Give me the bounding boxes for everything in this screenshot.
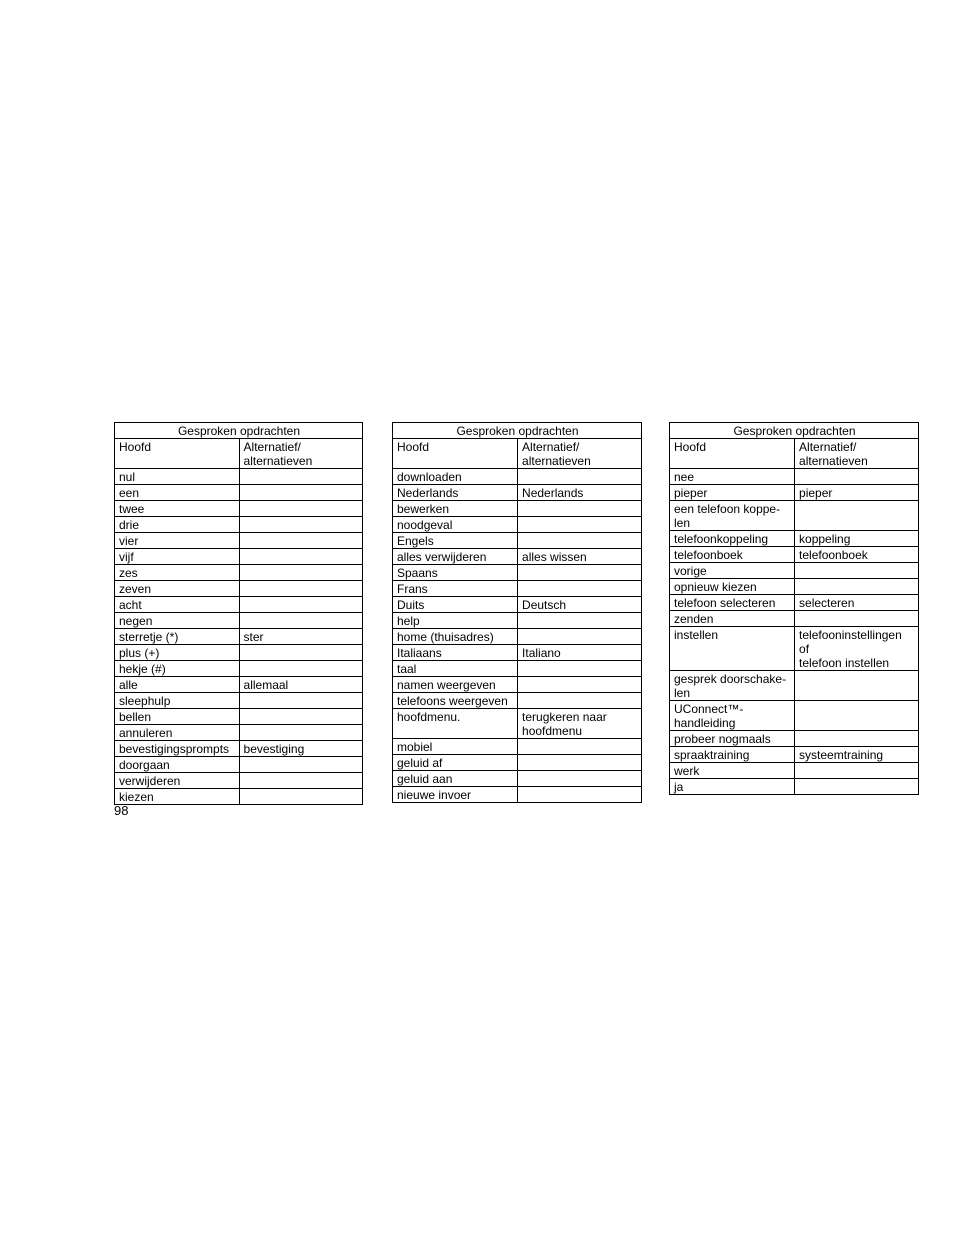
table-row: [670, 701, 919, 731]
command-main: verwijderen: [115, 773, 240, 789]
table-row: [115, 693, 363, 709]
command-alternative: [239, 597, 362, 613]
table-row: [115, 613, 363, 629]
command-alternative: [239, 661, 362, 677]
command-main: twee: [115, 501, 240, 517]
command-main: zeven: [115, 581, 240, 597]
table-row: [393, 517, 642, 533]
command-main: Engels: [393, 533, 518, 549]
command-alternative: [518, 469, 642, 485]
command-main: opnieuw kiezen: [670, 579, 795, 595]
table-row: [115, 725, 363, 741]
command-alternative: telefoonboek: [795, 547, 919, 563]
header-alt-line-2: alternatieven: [243, 454, 313, 468]
command-alternative: [795, 671, 919, 701]
voice-commands-table-3: [669, 422, 919, 795]
command-alternative: Nederlands: [518, 485, 642, 501]
command-alternative: systeemtraining: [795, 747, 919, 763]
command-main: Frans: [393, 581, 518, 597]
header-alt-line-2: alternatieven: [522, 454, 591, 468]
command-main: zes: [115, 565, 240, 581]
command-alternative: [239, 725, 362, 741]
table-row: [115, 485, 363, 501]
table-row: [393, 677, 642, 693]
command-main: acht: [115, 597, 240, 613]
command-alternative: [518, 661, 642, 677]
command-alternative: [518, 693, 642, 709]
command-alternative: koppeling: [795, 531, 919, 547]
table-row: [670, 563, 919, 579]
command-alternative: [239, 789, 362, 805]
command-main: mobiel: [393, 739, 518, 755]
header-alternatives: [239, 439, 362, 469]
command-alternative: [795, 469, 919, 485]
table-row: [670, 595, 919, 611]
command-alternative: [795, 731, 919, 747]
table-title: Gesproken opdrachten: [670, 423, 919, 439]
table-row: [115, 469, 363, 485]
table-row: [393, 565, 642, 581]
table-title-row: [670, 423, 919, 439]
command-main: instellen: [670, 627, 795, 671]
table-row: [393, 533, 642, 549]
command-alternative: [239, 645, 362, 661]
table-row: [115, 661, 363, 677]
header-main: Hoofd: [393, 439, 518, 469]
table-title: Gesproken opdrachten: [115, 423, 363, 439]
table-row: [393, 645, 642, 661]
table-row: [393, 501, 642, 517]
command-main: Italiaans: [393, 645, 518, 661]
command-main: alle: [115, 677, 240, 693]
command-main: sterretje (*): [115, 629, 240, 645]
command-alternative: [239, 773, 362, 789]
command-alternative: [795, 579, 919, 595]
table-row: [670, 731, 919, 747]
table-row: [393, 581, 642, 597]
command-alternative: [518, 565, 642, 581]
table-header-row: [393, 439, 642, 469]
command-main: downloaden: [393, 469, 518, 485]
table-row: [393, 661, 642, 677]
command-alternative: [518, 501, 642, 517]
command-main: een: [115, 485, 240, 501]
command-alternative: [518, 533, 642, 549]
command-main: noodgeval: [393, 517, 518, 533]
command-main: telefoons weergeven: [393, 693, 518, 709]
table-row: [670, 469, 919, 485]
command-main: pieper: [670, 485, 795, 501]
command-main: telefoonkoppeling: [670, 531, 795, 547]
command-alternative: [518, 517, 642, 533]
command-alternative: [518, 581, 642, 597]
table-row: [115, 517, 363, 533]
table-row: [670, 579, 919, 595]
command-main: telefoon selecteren: [670, 595, 795, 611]
command-alternative: bevestiging: [239, 741, 362, 757]
command-alternative: Italiano: [518, 645, 642, 661]
command-main: annuleren: [115, 725, 240, 741]
command-alternative: [795, 611, 919, 627]
alt-line-2: telefoon instellen: [799, 656, 890, 670]
command-alternative: [518, 755, 642, 771]
table-row: [393, 787, 642, 803]
command-alternative: [795, 763, 919, 779]
command-alternative: [518, 771, 642, 787]
alt-line-1: telefooninstellingen of: [799, 628, 902, 656]
command-alternative: allemaal: [239, 677, 362, 693]
command-main: een telefoon koppe- len: [670, 501, 795, 531]
command-main: hoofdmenu.: [393, 709, 518, 739]
table-row: [393, 613, 642, 629]
table-row: [670, 611, 919, 627]
command-alternative: [239, 533, 362, 549]
command-alternative: [239, 581, 362, 597]
command-main: geluid aan: [393, 771, 518, 787]
command-main: vijf: [115, 549, 240, 565]
table-row: [393, 597, 642, 613]
table-row: [393, 485, 642, 501]
page-number: 98: [114, 803, 129, 818]
command-alternative: [239, 501, 362, 517]
table-title: Gesproken opdrachten: [393, 423, 642, 439]
table-title-row: [393, 423, 642, 439]
command-alternative: [518, 787, 642, 803]
command-alternative: [795, 627, 919, 671]
table-row: [670, 501, 919, 531]
table-row: [670, 485, 919, 501]
header-main: Hoofd: [115, 439, 240, 469]
command-alternative: [518, 739, 642, 755]
command-main: doorgaan: [115, 757, 240, 773]
table-row: [670, 547, 919, 563]
table-row: [393, 709, 642, 739]
command-main: nieuwe invoer: [393, 787, 518, 803]
command-alternative: [239, 517, 362, 533]
command-main: plus (+): [115, 645, 240, 661]
command-main: sleephulp: [115, 693, 240, 709]
table-row: [115, 741, 363, 757]
command-main: bellen: [115, 709, 240, 725]
command-alternative: [795, 563, 919, 579]
command-alternative: [239, 549, 362, 565]
header-main: Hoofd: [670, 439, 795, 469]
command-main: ja: [670, 779, 795, 795]
table-row: [115, 709, 363, 725]
table-row: [115, 757, 363, 773]
command-main: nul: [115, 469, 240, 485]
table-row: [115, 565, 363, 581]
command-main: nee: [670, 469, 795, 485]
command-main: geluid af: [393, 755, 518, 771]
table-row: [115, 549, 363, 565]
command-alternative: alles wissen: [518, 549, 642, 565]
command-alternative: [239, 709, 362, 725]
command-alternative: selecteren: [795, 595, 919, 611]
command-alternative: [239, 757, 362, 773]
command-alternative: [239, 485, 362, 501]
header-alternatives: [518, 439, 642, 469]
command-alternative: [795, 501, 919, 531]
command-main: alles verwijderen: [393, 549, 518, 565]
command-main: spraaktraining: [670, 747, 795, 763]
table-row: [393, 739, 642, 755]
command-alternative: [795, 701, 919, 731]
command-main: bevestigingsprompts: [115, 741, 240, 757]
table-header-row: [115, 439, 363, 469]
command-alternative: [518, 709, 642, 739]
table-row: [393, 693, 642, 709]
table-row: [115, 645, 363, 661]
table-title-row: [115, 423, 363, 439]
header-alt-line-1: Alternatief/: [799, 440, 857, 454]
table-row: [670, 747, 919, 763]
table-header-row: [670, 439, 919, 469]
command-main: zenden: [670, 611, 795, 627]
command-main: help: [393, 613, 518, 629]
table-row: [670, 763, 919, 779]
table-row: [670, 531, 919, 547]
command-alternative: [239, 613, 362, 629]
command-alternative: [518, 613, 642, 629]
command-main: home (thuisadres): [393, 629, 518, 645]
command-main: namen weergeven: [393, 677, 518, 693]
command-main: gesprek doorschake- len: [670, 671, 795, 701]
voice-commands-table-1: [114, 422, 363, 805]
command-alternative: ster: [239, 629, 362, 645]
command-alternative: Deutsch: [518, 597, 642, 613]
alt-line-2: hoofdmenu: [522, 724, 583, 738]
table-row: [393, 549, 642, 565]
command-main: UConnect™- handleiding: [670, 701, 795, 731]
command-main: vorige: [670, 563, 795, 579]
header-alt-line-1: Alternatief/: [243, 440, 301, 454]
table-row: [115, 773, 363, 789]
table-row: [115, 501, 363, 517]
header-alt-line-2: alternatieven: [799, 454, 868, 468]
command-main: negen: [115, 613, 240, 629]
table-row: [115, 677, 363, 693]
table-row: [115, 789, 363, 805]
command-main: Nederlands: [393, 485, 518, 501]
command-main: taal: [393, 661, 518, 677]
table-row: [393, 629, 642, 645]
table-row: [670, 779, 919, 795]
alt-line-1: terugkeren naar: [522, 710, 607, 724]
command-alternative: [518, 629, 642, 645]
command-alternative: [518, 677, 642, 693]
table-row: [115, 629, 363, 645]
command-main: drie: [115, 517, 240, 533]
table-row: [393, 469, 642, 485]
table-row: [393, 771, 642, 787]
table-row: [115, 597, 363, 613]
command-alternative: [239, 565, 362, 581]
table-row: [670, 671, 919, 701]
command-main: vier: [115, 533, 240, 549]
command-main: Spaans: [393, 565, 518, 581]
command-main: Duits: [393, 597, 518, 613]
command-main: telefoonboek: [670, 547, 795, 563]
command-main: hekje (#): [115, 661, 240, 677]
command-main: probeer nogmaals: [670, 731, 795, 747]
command-alternative: [239, 693, 362, 709]
command-alternative: pieper: [795, 485, 919, 501]
voice-commands-table-2: [392, 422, 642, 803]
command-main: bewerken: [393, 501, 518, 517]
command-main: werk: [670, 763, 795, 779]
header-alt-line-1: Alternatief/: [522, 440, 580, 454]
table-row: [670, 627, 919, 671]
command-alternative: [239, 469, 362, 485]
command-alternative: [795, 779, 919, 795]
table-row: [115, 581, 363, 597]
command-main: kiezen: [115, 789, 240, 805]
header-alternatives: [795, 439, 919, 469]
table-row: [115, 533, 363, 549]
table-row: [393, 755, 642, 771]
